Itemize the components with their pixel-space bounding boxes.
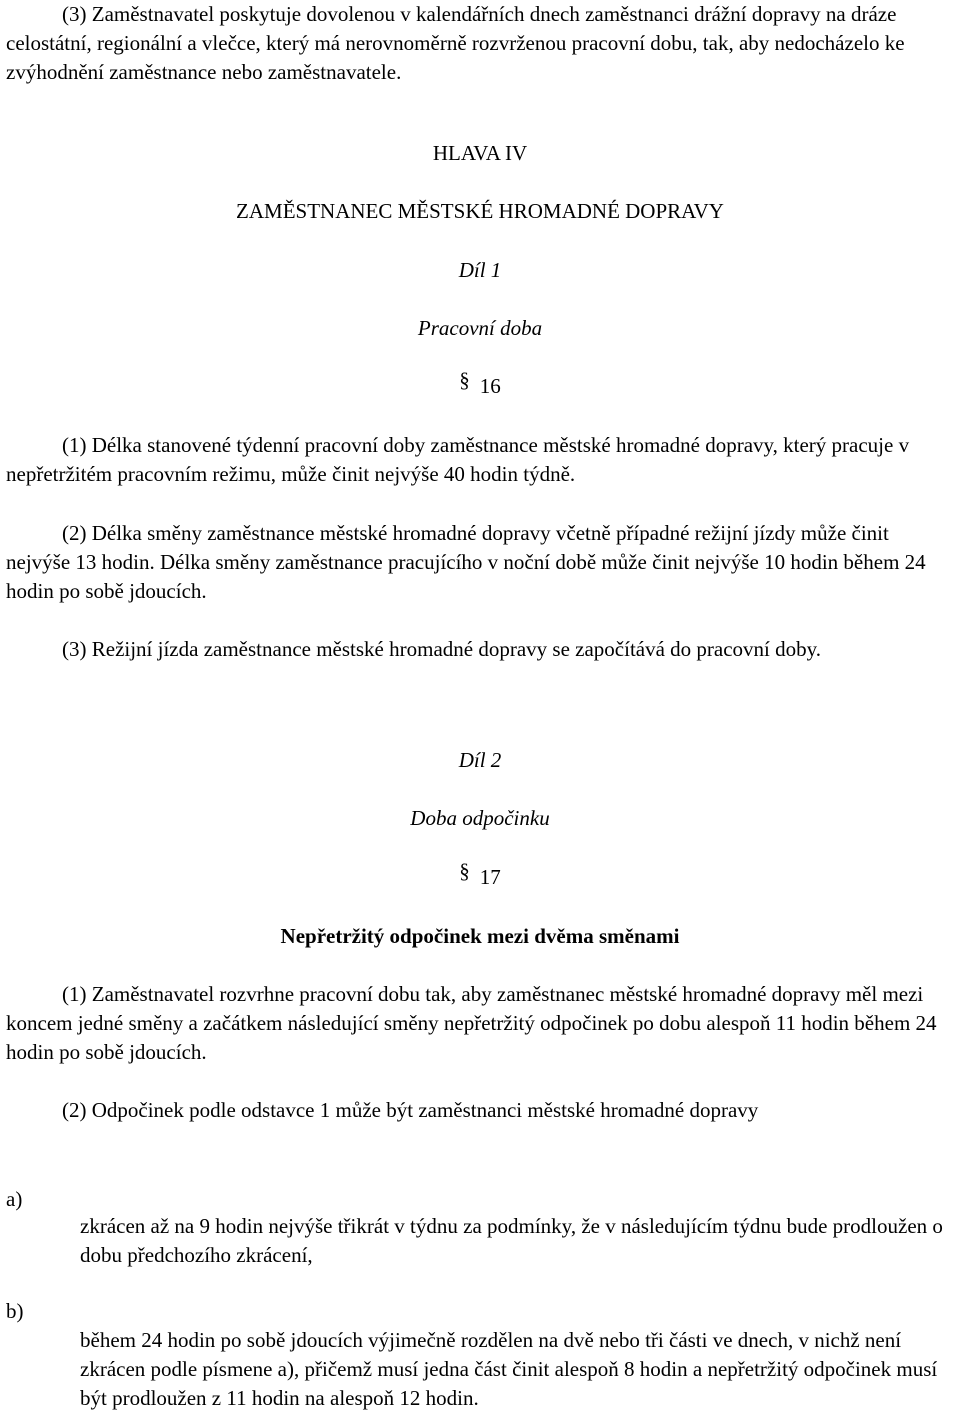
paragraph-16-2: (2) Délka směny zaměstnance městské hromadné dopravy včetně případné režijní jízdy může činit nejvýše 13 hodin. Délka směny zaměstnance pracujícího v noční době může činit nejvýše 10 hodin během 24 hodin po sobě jdoucích.: [6, 521, 926, 603]
paragraph-17-2: (2) Odpočinek podle odstavce 1 může být zaměstnanci městské hromadné dopravy: [62, 1098, 759, 1122]
section-number: 17: [479, 865, 501, 889]
list-item-text: zkrácen až na 9 hodin nejvýše třikrát v týdnu za podmínky, že v následujícím týdnu bude prodloužen o dobu předchozího zkrácení,: [80, 1214, 943, 1267]
paragraph-17-1: (1) Zaměstnavatel rozvrhne pracovní dobu tak, aby zaměstnanec městské hromadné dopravy měl mezi koncem jedné směny a začátkem následující směny nepřetržitý odpočinek po dobu alespoň 11 hodin během 24 hodin po sobě jdoucích.: [6, 982, 937, 1064]
paragraph-intro-3: (3) Zaměstnavatel poskytuje dovolenou v kalendářních dnech zaměstnanci drážní dopravy na dráze celostátní, regionální a vlečce, který má nerovnoměrně rozvrženou pracovní dobu, tak, aby nedocházelo ke zvýhodnění zaměstnance nebo zaměstnavatele.: [6, 2, 905, 84]
part-2-title: Doba odpočinku: [410, 806, 550, 830]
paragraph-16-3: (3) Režijní jízda zaměstnance městské hromadné dopravy se započítává do pracovní doby.: [62, 637, 822, 661]
part-1-label: Díl 1: [458, 258, 502, 282]
section-17-title: Nepřetržitý odpočinek mezi dvěma směnami: [280, 924, 680, 948]
chapter-label: HLAVA IV: [432, 141, 528, 165]
paragraph-16-1: (1) Délka stanovené týdenní pracovní doby zaměstnance městské hromadné dopravy, který pracuje v nepřetržitém pracovním režimu, může činit nejvýše 40 hodin týdně.: [6, 433, 910, 486]
section-number: 16: [479, 374, 501, 398]
part-1-title: Pracovní doba: [417, 316, 543, 340]
list-item-letter: a): [6, 1187, 23, 1211]
section-symbol: §: [459, 368, 470, 392]
list-item-text: během 24 hodin po sobě jdoucích výjimečně rozdělen na dvě nebo tři části ve dnech, v nichž není zkrácen podle písmene a), přičemž musí jedna část činit alespoň 8 hodin a nepřetržitý odpočinek musí být prodloužen z 11 hodin na alespoň 12 hodin.: [80, 1328, 938, 1410]
chapter-title: ZAMĚSTNANEC MĚSTSKÉ HROMADNÉ DOPRAVY: [236, 199, 724, 223]
list-item-letter: b): [6, 1299, 24, 1323]
section-17-heading: [0, 859, 960, 892]
section-symbol: §: [459, 859, 470, 883]
part-2-label: Díl 2: [458, 748, 502, 772]
section-16-heading: [0, 368, 960, 401]
